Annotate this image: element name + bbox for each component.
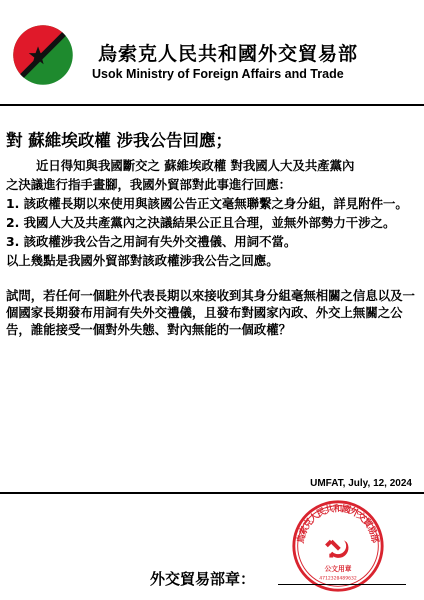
intro-line-2: 之決議進行指手畫腳，我國外貿部對此事進行回應： [6,177,291,192]
ministry-title-english: Usok Ministry of Foreign Affairs and Trade [92,67,344,81]
flag-emblem-icon [12,24,74,86]
official-seal-icon [290,498,386,594]
letterhead [0,0,424,96]
svg-text:烏索克人民共和國外交貿易部: 烏索克人民共和國外交貿易部 [295,503,381,545]
statement-heading: 對 蘇維埃政權 涉我公告回應； [6,131,232,150]
signature-label: 外交貿易部章： [150,570,256,588]
intro-line-1: 近日得知與我國斷交之 蘇維埃政權 對我國人大及共產黨內 [36,158,355,173]
svg-text:公文用章: 公文用章 [324,564,352,573]
ministry-title-chinese: 烏索克人民共和國外交貿易部 [98,43,359,65]
statement-text [6,157,420,338]
question-paragraph: 試問，若任何一個駐外代表長期以來接收到其身分組毫無相關之信息以及一個國家長期發布用詞有失外交禮儀，且發布對國家內政、外交上無關之公告，誰能接受一個對外失態、對內無能的一個政權？ [6,288,415,337]
footer-divider [0,492,424,494]
svg-text:4712320489632: 4712320489632 [319,576,357,582]
paragraph-gap [6,271,420,287]
signature-line [278,584,406,585]
header-divider [0,104,424,106]
summary-line: 以上幾點是我國外貿部對該政權涉我公告之回應。 [6,253,279,268]
statement-body [6,130,420,340]
document-date: UMFAT, July, 12, 2024 [310,478,412,489]
point-2: 2. 我國人大及共產黨內之決議結果公正且合理，並無外部勢力干涉之。 [6,215,396,230]
point-1: 1. 該政權長期以來使用與該國公告正文毫無聯繫之身分組，詳見附件一。 [6,196,408,211]
point-3: 3. 該政權涉我公告之用詞有失外交禮儀、用詞不當。 [6,234,297,249]
